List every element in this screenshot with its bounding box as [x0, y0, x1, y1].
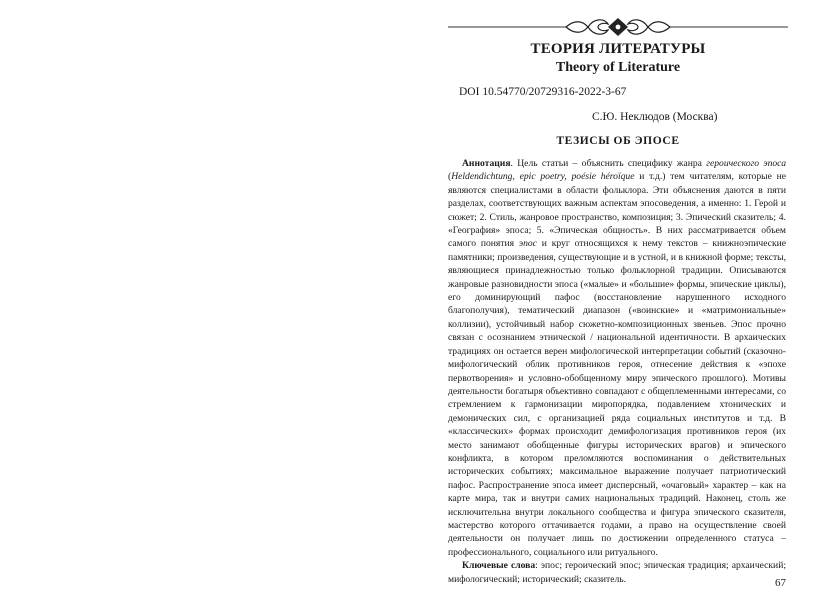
keywords-label: Ключевые слова: [462, 560, 536, 572]
abstract-text: и т.д.) тем читателям, которые не являются специалистами в области фольклора. Эти объяснения даются в пяти разделах, соответствующих важным аспектам эпосоведения, а именно: 1. Герой и сюжет; 2. Стиль, жанровое пространство, композиция; 3. Эпический сказитель; 4. «География» эпоса; 5. «Эпическая общность». В них рассматривается объем самого понятия: [448, 171, 786, 250]
abstract-term: эпос: [518, 238, 537, 250]
abstract-text: (: [448, 171, 452, 183]
section-title-en: Theory of Literature: [555, 60, 681, 75]
abstract-block: [448, 157, 786, 586]
abstract-paragraph: [448, 157, 786, 559]
abstract-foreign-terms: Heldendichtung, epic poetry, poésie héroïque: [451, 171, 635, 183]
abstract-text: и круг относящихся к нему текстов – книжноэпические памятники; произведения, существующие и в устной, и в книжной форме; тексты, являющиеся принадлежностью только фольклорной традиции. Описываются жанровые разновидности эпоса («малые» и «большие» формы, эпические циклы), его доминирующий пафос (восстановление нарушенного исходного благополучия), тематический диапазон («воинские» и «матримониальные» коллизии), устойчивый набор сюжетно-композиционных звеньев. Эпос прочно связан с осознанием этнической / национальной идентичности. В архаических традициях он остается верен мифологической интерпретации событий (сказочно-мифологический облик противников героя, отнесение действия к «эпохе первотворения» и условно-обобщенному миру эпического прошлого). Мотивы деятельности богатыря объективно совпадают с общеплеменными интересами, со стремлением к гармонизации миропорядка, подавлением хтонических и демонических сил, с организацией ряда социальных институтов и т.д. В «классических» формах происходит демифологизация противников героя (их место занимают обобщенные фигуры исторических врагов) и эпического конфликта, в котором преломляются воспоминания о действительных исторических событиях; максимальное выражение получает патриотический пафос. Распространение эпоса имеет дисперсный, «очаговый» характер – как на карте мира, так и внутри самих национальных традиций. Наконец, столь же исключительна внутри локального сообщества и фигура эпического сказителя, мастерство которого оттачивается годами, а право на осуществление своей деятельности он получает лишь по достижении определенного статуса – профессионального, социального или ритуального.: [448, 238, 786, 558]
author: С.Ю. Неклюдов (Москва): [592, 111, 718, 123]
page-number: 67: [775, 577, 786, 589]
abstract-term: героического эпоса: [706, 158, 786, 169]
section-title-ru: ТЕОРИЯ ЛИТЕРАТУРЫ: [530, 41, 706, 57]
abstract-text: . Цель статьи – объяснить специфику жанра: [510, 158, 707, 169]
header-ornament: [448, 16, 788, 38]
abstract-label: Аннотация: [462, 158, 511, 169]
keywords-paragraph: [448, 559, 786, 586]
keywords-text: : эпос; героический эпос; эпическая традиция; архаический; мифологический; исторический; сказитель.: [448, 560, 786, 585]
doi: DOI 10.54770/20729316-2022-3-67: [459, 86, 627, 98]
article-title: ТЕЗИСЫ ОБ ЭПОСЕ: [556, 135, 680, 147]
